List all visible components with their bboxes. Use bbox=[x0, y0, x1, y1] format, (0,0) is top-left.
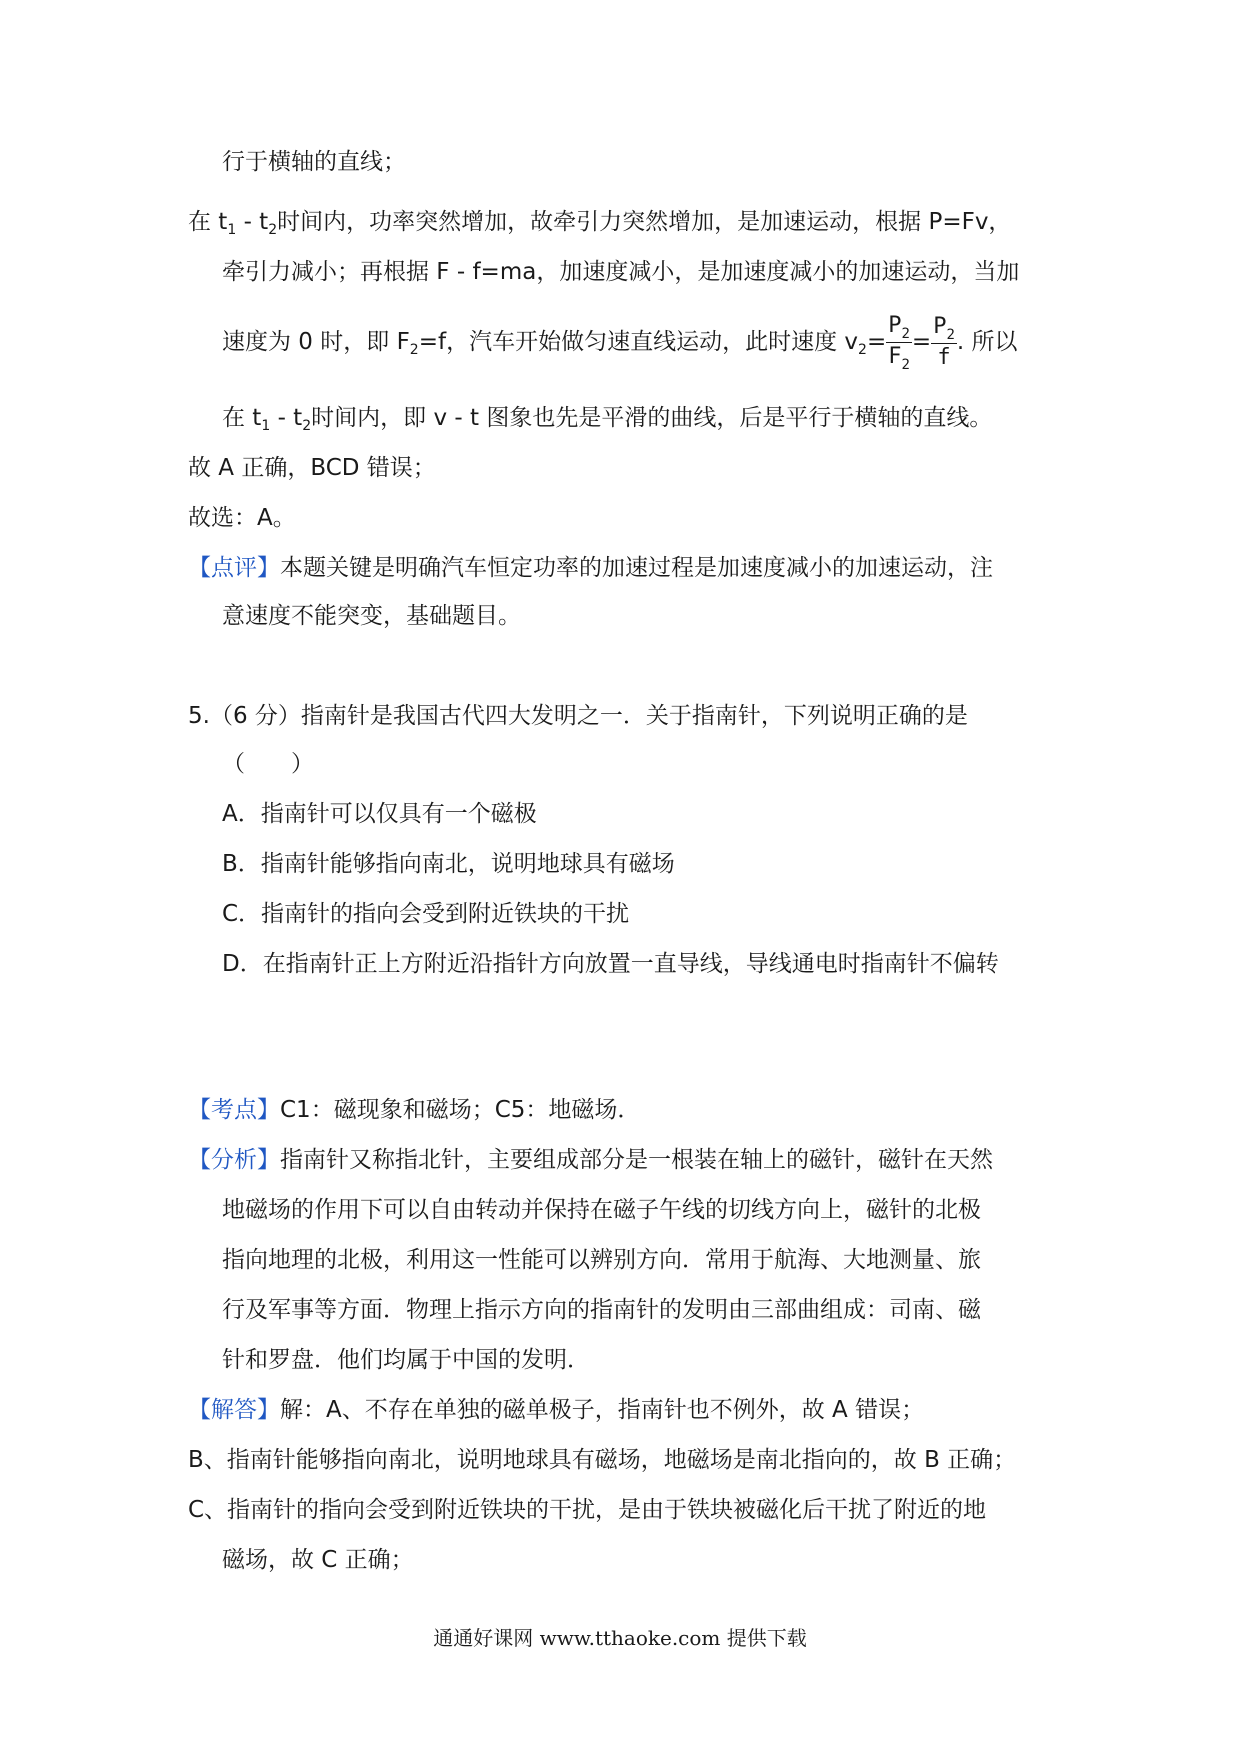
option-d: D．在指南针正上方附近沿指针方向放置一直导线，导线通电时指南针不偏转 bbox=[222, 951, 999, 977]
text-line: 地磁场的作用下可以自由转动并保持在磁子午线的切线方向上，磁针的北极 bbox=[222, 1197, 981, 1223]
text-line: 故 A 正确，BCD 错误； bbox=[188, 455, 436, 481]
fraction-p2-over-f: $\frac{P_2}{f}$ bbox=[933, 314, 955, 370]
text-line: 行于横轴的直线； bbox=[222, 149, 406, 175]
review-tag: 【点评】 bbox=[188, 555, 280, 581]
fraction-p2-over-f2: $\frac{P_2}{F_2}$ bbox=[888, 313, 910, 373]
text-line: 行及军事等方面．物理上指示方向的指南针的发明由三部曲组成：司南、磁 bbox=[222, 1297, 981, 1323]
fenxi-tag: 【分析】 bbox=[188, 1147, 280, 1173]
text-line: 磁场，故 C 正确； bbox=[222, 1547, 414, 1573]
question-stem: 5.（6 分）指南针是我国古代四大发明之一．关于指南针，下列说明正确的是 bbox=[188, 703, 968, 729]
text-line: 在 $t_1 - t_2$时间内，功率突然增加，故牵引力突然增加，是加速运动，根据 P=Fv， bbox=[188, 209, 1012, 238]
fenxi-paragraph: 【分析】指南针又称指北针，主要组成部分是一根装在轴上的磁针，磁针在天然 bbox=[188, 1147, 993, 1173]
answer-line: 故选：A。 bbox=[188, 505, 296, 531]
text-line: 针和罗盘．他们均属于中国的发明． bbox=[222, 1347, 590, 1373]
text-line-with-formula: 速度为 0 时，即 $F_2=f$，汽车开始做匀速直线运动，此时速度 $v_2=$ $\frac{P_2}{F_2}$ = $\frac{P_2}{f}$ . 所以 bbox=[222, 313, 1018, 373]
option-b: B．指南针能够指向南北，说明地球具有磁场 bbox=[222, 851, 675, 877]
kaodian-tag: 【考点】 bbox=[188, 1097, 280, 1123]
text-line: 牵引力减小；再根据 F - f=ma，加速度减小，是加速度减小的加速运动，当加 bbox=[222, 259, 1020, 285]
text-line: 在 $t_1 - t_2$时间内，即 v - t 图象也先是平滑的曲线，后是平行于横轴的直线。 bbox=[222, 405, 993, 434]
kaodian-paragraph: 【考点】C1：磁现象和磁场；C5：地磁场． bbox=[188, 1097, 641, 1123]
answer-blank: （ ） bbox=[222, 751, 314, 777]
text-line: C、指南针的指向会受到附近铁块的干扰，是由于铁块被磁化后干扰了附近的地 bbox=[188, 1497, 987, 1523]
jieda-paragraph: 【解答】解：A、不存在单独的磁单极子，指南针也不例外，故 A 错误； bbox=[188, 1397, 925, 1423]
option-c: C．指南针的指向会受到附近铁块的干扰 bbox=[222, 901, 630, 927]
text-line: 意速度不能突变，基础题目。 bbox=[222, 603, 521, 629]
text-line: 指向地理的北极，利用这一性能可以辨别方向．常用于航海、大地测量、旅 bbox=[222, 1247, 981, 1273]
text-line: B、指南针能够指向南北，说明地球具有磁场，地磁场是南北指向的，故 B 正确； bbox=[188, 1447, 1017, 1473]
jieda-tag: 【解答】 bbox=[188, 1397, 280, 1423]
review-paragraph: 【点评】本题关键是明确汽车恒定功率的加速过程是加速度减小的加速运动，注 bbox=[188, 555, 993, 581]
option-a: A．指南针可以仅具有一个磁极 bbox=[222, 801, 537, 827]
page-footer: 通通好课网 www.tthaoke.com 提供下载 bbox=[433, 1626, 807, 1650]
